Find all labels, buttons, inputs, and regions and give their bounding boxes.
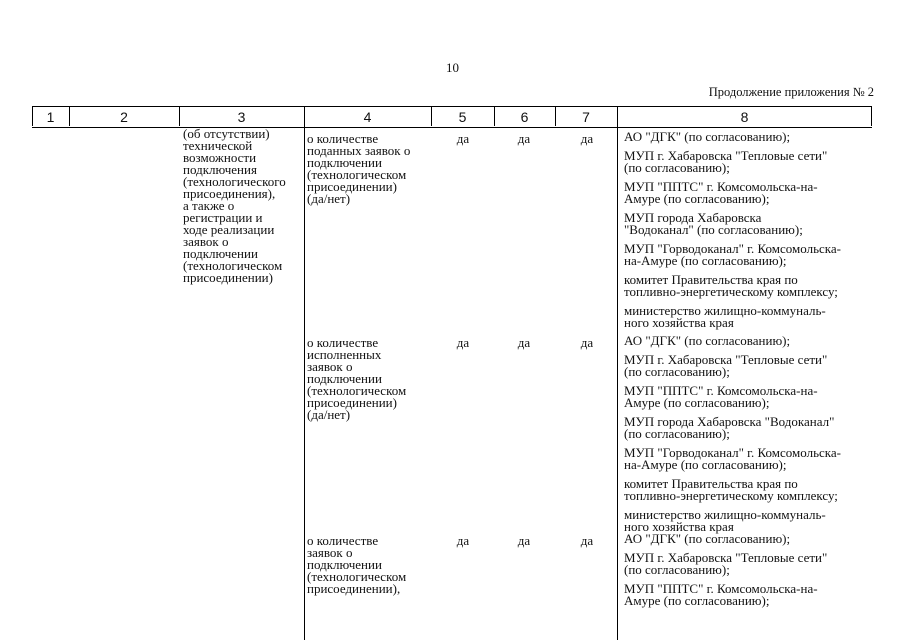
col3-description: (об отсутствии) технической возможности подключения (технологического присоединения), а также о регистрации и ходе реализации заявок о подключении (технологическом присоединении)	[183, 126, 286, 285]
grid-line	[871, 106, 872, 126]
header-col-4: 4	[363, 109, 372, 125]
header-col-6: 6	[520, 109, 529, 125]
grid-line	[555, 106, 556, 126]
header-col-5: 5	[458, 109, 467, 125]
row2-executor: МУП города Хабаровска "Водоканал" (по согласованию);	[624, 413, 835, 441]
grid-line	[32, 106, 33, 126]
row1-executor: МУП города Хабаровска "Водоканал" (по согласованию);	[624, 209, 803, 237]
row1-executor: АО "ДГК" (по согласованию);	[624, 129, 791, 144]
row3-executors	[624, 533, 879, 614]
row2-executors	[624, 335, 879, 540]
continuation-note: Продолжение приложения № 2	[708, 85, 874, 99]
grid-line	[617, 106, 618, 640]
grid-line	[179, 106, 180, 126]
grid-line	[431, 106, 432, 126]
row2-executor: МУП г. Хабаровска "Тепловые сети" (по согласованию);	[624, 351, 828, 379]
row1-executor: МУП "Горводоканал" г. Комсомольска- на-Амуре (по согласованию);	[624, 240, 841, 268]
grid-line	[494, 106, 495, 126]
row1-col5-value: да	[456, 131, 470, 146]
row1-executor: комитет Правительства края по топливно-энергетическому комплексу;	[624, 271, 838, 299]
row3-col5-value: да	[456, 533, 470, 548]
row2-executor: АО "ДГК" (по согласованию);	[624, 333, 791, 348]
grid-line	[69, 106, 70, 126]
table-header	[32, 106, 872, 128]
row2-executor: МУП "Горводоканал" г. Комсомольска- на-Амуре (по согласованию);	[624, 444, 841, 472]
row2-col7-value: да	[580, 335, 594, 350]
row1-col7-value: да	[580, 131, 594, 146]
row1-executor: МУП г. Хабаровска "Тепловые сети" (по согласованию);	[624, 147, 828, 175]
header-col-3: 3	[237, 109, 246, 125]
header-col-8: 8	[740, 109, 749, 125]
row1-executor: министерство жилищно-коммуналь- ного хозяйства края	[624, 302, 826, 330]
header-col-2: 2	[120, 109, 128, 125]
header-col-7: 7	[582, 109, 590, 125]
row1-executors	[624, 131, 879, 336]
row3-col7-value: да	[580, 533, 594, 548]
row3-executor: МУП "ППТС" г. Комсомольска-на- Амуре (по согласованию);	[624, 580, 818, 608]
row2-executor: МУП "ППТС" г. Комсомольска-на- Амуре (по согласованию);	[624, 382, 818, 410]
page-number: 10	[446, 60, 459, 75]
row3-executor: АО "ДГК" (по согласованию);	[624, 531, 791, 546]
row3-executor: МУП г. Хабаровска "Тепловые сети" (по согласованию);	[624, 549, 828, 577]
row3-col6-value: да	[517, 533, 531, 548]
row3-indicator: о количестве заявок о подключении (технологическом присоединении),	[307, 533, 407, 596]
row1-col6-value: да	[517, 131, 531, 146]
row2-executor: министерство жилищно-коммуналь- ного хозяйства края	[624, 506, 826, 534]
row2-col6-value: да	[517, 335, 531, 350]
row2-indicator: о количестве исполненных заявок о подключении (технологическом присоединении) (да/нет)	[307, 335, 407, 422]
row1-indicator: о количестве поданных заявок о подключении (технологическом присоединении) (да/нет)	[307, 131, 411, 206]
header-col-1: 1	[46, 109, 55, 125]
row2-col5-value: да	[456, 335, 470, 350]
grid-line	[304, 106, 305, 640]
row1-executor: МУП "ППТС" г. Комсомольска-на- Амуре (по согласованию);	[624, 178, 818, 206]
row2-executor: комитет Правительства края по топливно-энергетическому комплексу;	[624, 475, 838, 503]
